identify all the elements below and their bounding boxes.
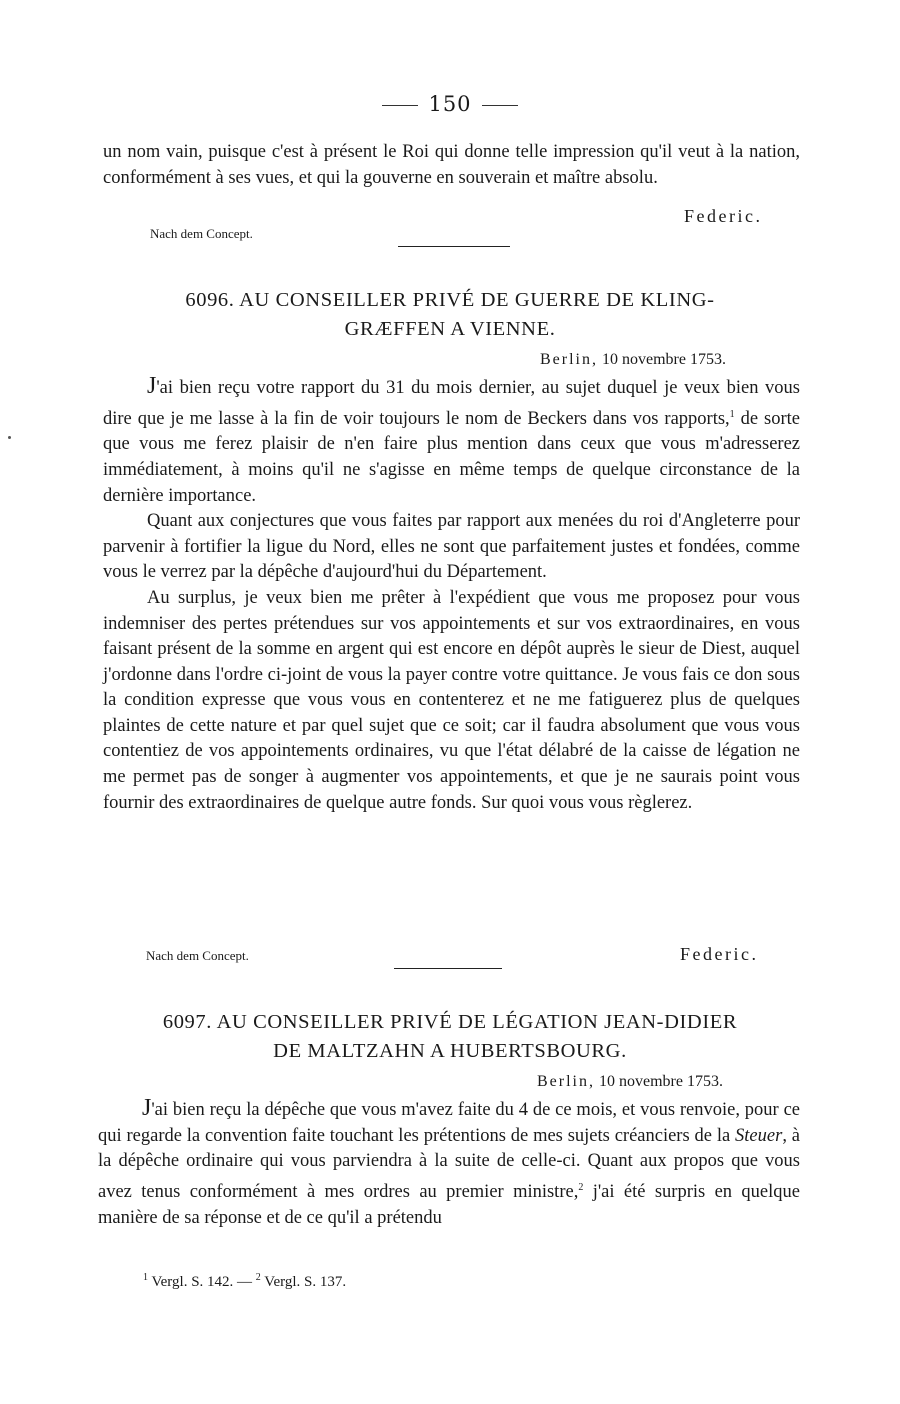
footnote-1-mark: 1 (143, 1272, 148, 1283)
footnote-separator: — (237, 1274, 253, 1290)
footnote-1: Vergl. S. 142. (151, 1274, 234, 1290)
letter-6097-dateline (537, 1073, 723, 1091)
section-divider (398, 246, 510, 247)
letter-6096-dateline (540, 351, 726, 369)
letter-6096-paragraph-2: Quant aux conjectures que vous faites par rapport aux menées du roi d'Angleterre pour parvenir à fortifier la ligue du Nord, elles ne sont que parfaitement justes et fondées, comme vous le verrez par la dépêche d'aujourd'hui du Département. (103, 511, 800, 583)
letter-6096-paragraph-1 (103, 373, 800, 509)
letter-6096-place: Berlin, (540, 351, 598, 368)
letter-6097-heading-line2: DE MALTZAHN A HUBERTSBOURG. (273, 1040, 627, 1062)
footnote-ref-2: 2 (578, 1181, 584, 1193)
intro-block (103, 140, 800, 191)
letter-6096-date: 10 novembre 1753. (602, 351, 726, 368)
letter-6096-p1-text-b: de sorte que vous me ferez plaisir de n'en faire plus mention dans ceux que vous m'adresserez immédiatement, à moins qu'il ne s'agisse en même temps de quelque circonstance de la dernière importance. (103, 408, 800, 506)
letter-6097-p1-text-b: , à la dépêche ordinaire qui vous parviendra à la suite de celle-ci. Quant aux propos que vous avez tenus conformément à mes ordres au premier ministre, (98, 1125, 800, 1202)
page-number: 150 (428, 92, 472, 116)
intro-paragraph: un nom vain, puisque c'est à présent le Roi qui donne telle impression qu'il veut à la nation, conformément à ses vues, et qui la gouverne en souverain et maître absolu. (103, 142, 800, 188)
page-number-line (0, 92, 900, 116)
letter-6097-heading-line1: 6097. AU CONSEILLER PRIVÉ DE LÉGATION JEAN-DIDIER (162, 1011, 738, 1033)
footnotes (143, 1272, 346, 1291)
letter-6096-source-note: Nach dem Concept. (146, 948, 249, 963)
letter-6097-p1-text-c: j'ai été surpris en quelque manière de sa réponse et de ce qu'il a prétendu (98, 1181, 800, 1228)
margin-dot (8, 436, 11, 439)
section-divider-2 (394, 968, 502, 969)
letter-6097-heading (100, 1008, 800, 1066)
footnote-2: Vergl. S. 137. (264, 1274, 347, 1290)
letter-6096-heading-line2: GRÆFFEN A VIENNE. (344, 318, 556, 340)
page-number-right-dash (482, 105, 518, 106)
letter-6096-p1-text-a: 'ai bien reçu votre rapport du 31 du mois dernier, au sujet duquel je veux bien vous dire que je me lasse à la fin de voir toujours le nom de Beckers dans vos rapports, (103, 378, 800, 429)
letter-6096-heading (100, 286, 800, 344)
letter-6097-body (98, 1095, 800, 1231)
intro-source-note: Nach dem Concept. (150, 226, 253, 241)
letter-6097-p1-text-a: 'ai bien reçu la dépêche que vous m'avez faite du 4 de ce mois, et vous renvoie, pour ce qui regarde la convention faite touchant les prétentions de mes sujets créanciers de la (98, 1100, 800, 1146)
intro-signature: Federic. (684, 206, 763, 226)
letter-6097-lead-letter: J (142, 1095, 152, 1121)
letter-6096-body (103, 373, 800, 816)
letter-6097-steuer: Steuer (735, 1125, 783, 1146)
footnote-2-mark: 2 (255, 1272, 261, 1283)
letter-6096-lead-letter: J (147, 373, 157, 399)
letter-6097-paragraph-1 (98, 1095, 800, 1231)
letter-6097-date: 10 novembre 1753. (599, 1073, 723, 1090)
letter-6096-paragraph-3: Au surplus, je veux bien me prêter à l'expédient que vous me proposez pour vous indemniser des pertes prétendues sur vos appointements et sur vos extraordinaires, en vous faisant présent de la somme en argent qui est encore en dépôt auprès le sieur de Diest, auquel j'ordonne dans l'ordre ci-joint de vous la payer contre votre quittance. Je vous fais ce don sous la condition expresse que vous vous en contenterez et ne me fatiguerez plus de quelques plaintes de cette nature et par quel sujet que ce soit; car il faudra absolument que vous vous contentiez de vos appointements ordinaires, vu que l'état délabré de la caisse de légation ne me permet pas de songer à augmenter vos appointements, et que je ne saurais point vous fournir des extraordinaires de quelque autre fonds. Sur quoi vous vous règlerez. (103, 587, 800, 813)
footnote-ref-1: 1 (729, 408, 735, 420)
letter-6096-heading-line1: 6096. AU CONSEILLER PRIVÉ DE GUERRE DE KLING- (185, 289, 715, 311)
page-number-left-dash (382, 105, 418, 106)
letter-6097-place: Berlin, (537, 1073, 595, 1090)
letter-6096-signature: Federic. (680, 944, 759, 964)
